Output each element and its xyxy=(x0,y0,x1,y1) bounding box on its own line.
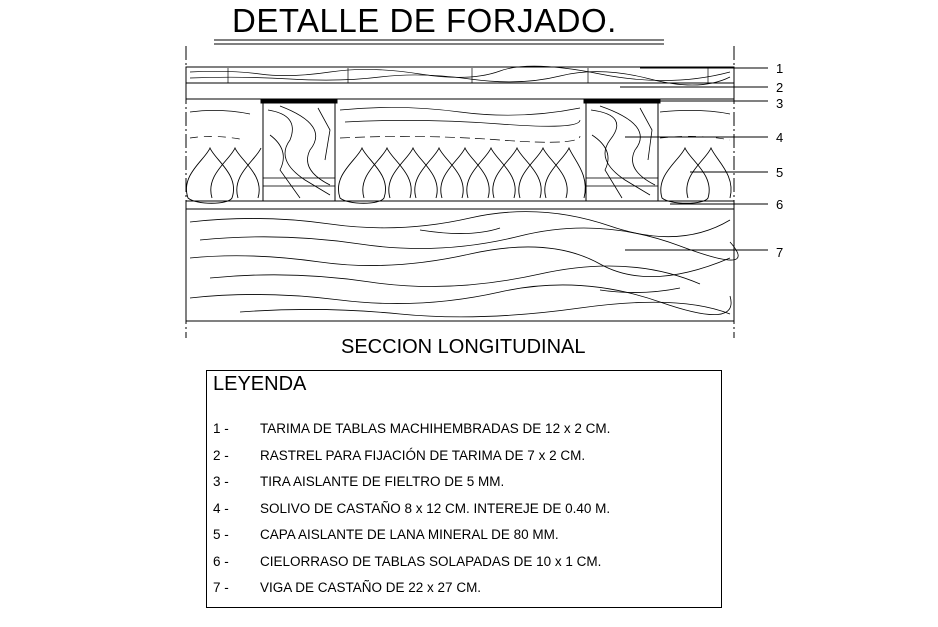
legend-item xyxy=(213,527,610,554)
legend-box xyxy=(206,370,722,608)
legend-item-text: CIELORRASO DE TABLAS SOLAPADAS DE 10 x 1 CM. xyxy=(260,553,602,569)
legend-item-number: 1 - xyxy=(213,421,229,436)
legend-item xyxy=(213,474,610,501)
layer-cielorraso xyxy=(186,201,734,209)
legend-item xyxy=(213,554,610,581)
callout-4: 4 xyxy=(776,130,784,145)
page-title: DETALLE DE FORJADO. xyxy=(232,2,617,39)
layer-rastrel xyxy=(186,83,734,99)
legend-item xyxy=(213,448,610,475)
callout-2: 2 xyxy=(776,80,784,95)
callout-3: 3 xyxy=(776,96,784,111)
legend-item-number: 7 - xyxy=(213,580,229,595)
legend-item-number: 6 - xyxy=(213,553,229,569)
legend-item-text: RASTREL PARA FIJACIÓN DE TARIMA DE 7 x 2 CM. xyxy=(260,447,586,463)
felt-strip-1 xyxy=(261,99,337,103)
section-subtitle: SECCION LONGITUDINAL xyxy=(341,336,586,358)
legend-item xyxy=(213,421,610,448)
beam-grain xyxy=(190,212,738,317)
tarima-grain xyxy=(190,66,730,85)
legend-list xyxy=(213,421,610,607)
callout-6: 6 xyxy=(776,197,784,212)
legend-item-number: 2 - xyxy=(213,447,229,463)
legend-title: LEYENDA xyxy=(213,373,307,395)
legend-item xyxy=(213,580,610,607)
legend-item-text: CAPA AISLANTE DE LANA MINERAL DE 80 MM. xyxy=(260,527,559,542)
callout-1: 1 xyxy=(776,61,784,76)
legend-item-number: 3 - xyxy=(213,474,229,489)
joist-bolts xyxy=(263,178,658,186)
legend-item-number: 4 - xyxy=(213,500,229,516)
joist-grain xyxy=(268,106,655,198)
leader-lines xyxy=(620,68,768,250)
callout-7: 7 xyxy=(776,245,784,260)
layer-viga xyxy=(186,209,734,321)
legend-item-text: TIRA AISLANTE DE FIELTRO DE 5 MM. xyxy=(260,474,505,489)
callout-5: 5 xyxy=(776,165,784,180)
legend-item-number: 5 - xyxy=(213,527,229,542)
legend-item-text: TARIMA DE TABLAS MACHIHEMBRADAS DE 12 x 2 CM. xyxy=(260,421,611,436)
legend-item xyxy=(213,501,610,528)
legend-item-text: SOLIVO DE CASTAÑO 8 x 12 CM. INTEREJE DE 0.40 M. xyxy=(260,500,611,516)
legend-item-text: VIGA DE CASTAÑO DE 22 x 27 CM. xyxy=(260,580,482,595)
